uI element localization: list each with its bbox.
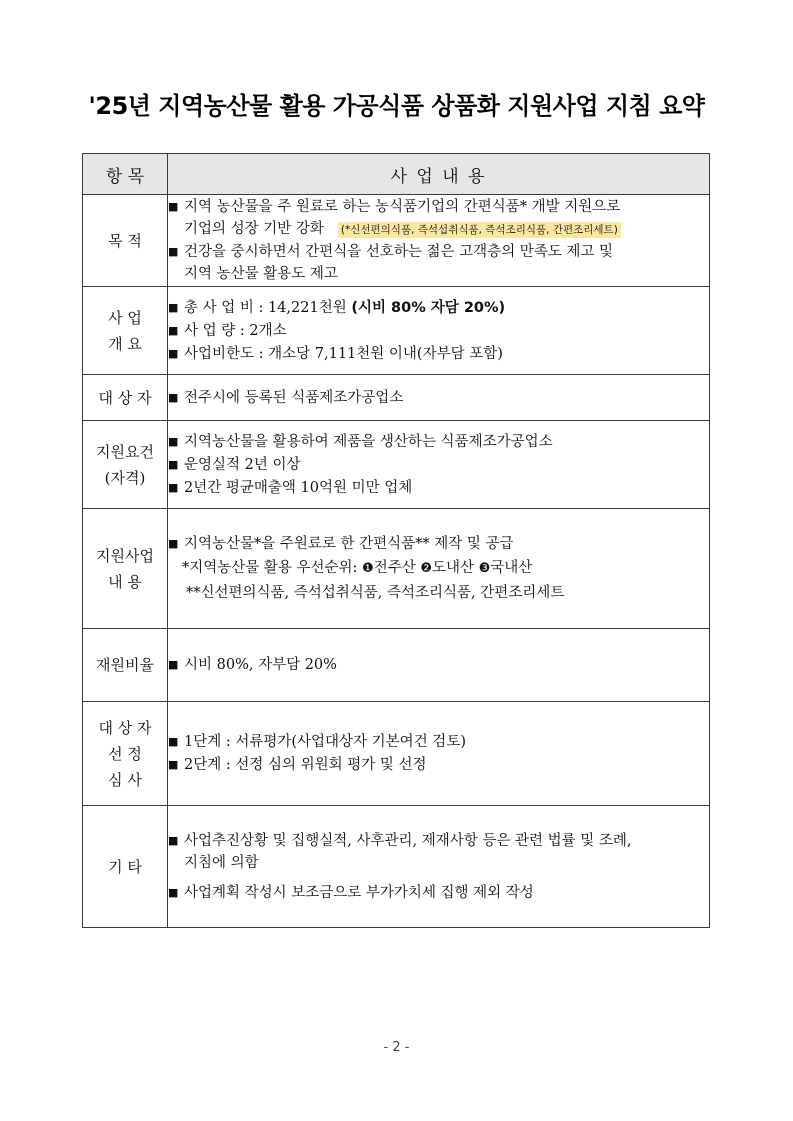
bullet-icon: ■: [168, 885, 179, 899]
row-purpose: 목 적 ■ 지역 농산물을 주 원료로 하는 농식품기업의 간편식품* 개발 지원으로 기업의 성장 기반 강화 (*신선편의식품, 즉석섭취식품, 즉석조리식품, 간편조리세트) ■ 건강을 중시하면서 간편식을 선호하는 젊은 고객층의 만족도 제고 및 지역 농산물 활용도 제고: [83, 195, 710, 287]
bullet-icon: ■: [168, 833, 179, 847]
circled-2-icon: ❷: [420, 560, 432, 576]
bullet-icon: ■: [168, 480, 179, 494]
bullet-icon: ■: [168, 300, 179, 314]
bullet-icon: ■: [168, 200, 179, 213]
bullet-icon: ■: [168, 323, 179, 337]
bullet-icon: ■: [168, 390, 179, 404]
row-overview: 사 업 개 요 ■ 총 사 업 비 : 14,221천원 (시비 80% 자담 20%) ■ 사 업 량 : 2개소 ■ 사업비한도 : 개소당 7,111천원 이내(자부담 포함): [83, 287, 710, 375]
row-requirements: 지원요건 (자격) ■ 지역농산물을 활용하여 제품을 생산하는 식품제조가공업소 ■ 운영실적 2년 이상 ■ 2년간 평균매출액 10억원 미만 업체: [83, 421, 710, 509]
label-selection: 대 상 자 선 정 심 사: [83, 702, 168, 806]
circled-1-icon: ❶: [362, 560, 374, 576]
row-target: 대 상 자 ■ 전주시에 등록된 식품제조가공업소: [83, 375, 710, 421]
bullet-icon: ■: [168, 346, 179, 360]
bullet-icon: ■: [168, 434, 179, 448]
row-selection: 대 상 자 선 정 심 사 ■ 1단계 : 서류평가(사업대상자 기본여건 검토) ■ 2단계 : 선정 심의 위원회 평가 및 선정: [83, 702, 710, 806]
bullet-icon: ■: [168, 735, 179, 748]
label-support: 지원사업 내 용: [83, 509, 168, 629]
priority-line: *지역농산물 활용 우선순위: ❶전주산 ❷도내산 ❸국내산: [182, 559, 533, 576]
highlight-note: (*신선편의식품, 즉석섭취식품, 즉석조리식품, 간편조리세트): [338, 222, 621, 238]
bullet-icon: ■: [168, 658, 179, 671]
bullet-icon: ■: [168, 457, 179, 471]
header-content: 사 업 내 용: [168, 154, 710, 195]
row-support: 지원사업 내 용 ■ 지역농산물*을 주원료로 한 간편식품** 제작 및 공급 *지역농산물 활용 우선순위: ❶전주산 ❷도내산 ❸국내산 **신선편의식품, 즉석섭취식품, 즉석조리식품, 간편조리세트: [83, 509, 710, 629]
label-etc: 기 타: [83, 806, 168, 928]
bullet-icon: ■: [168, 536, 179, 550]
label-funding: 재원비율: [83, 629, 168, 702]
table-header-row: [83, 154, 710, 195]
label-purpose: 목 적: [83, 195, 168, 287]
row-etc: 기 타 ■ 사업추진상황 및 집행실적, 사후관리, 제재사항 등은 관련 법률 및 조례, 지침에 의함 ■ 사업계획 작성시 보조금으로 부가가치세 집행 제외 작성: [83, 806, 710, 928]
label-requirements: 지원요건 (자격): [83, 421, 168, 509]
circled-3-icon: ❸: [478, 560, 491, 576]
document-title: '25년 지역농산물 활용 가공식품 상품화 지원사업 지침 요약: [88, 92, 705, 120]
budget-ratio: (시비 80% 자담 20%): [351, 299, 506, 316]
row-funding: 재원비율 ■ 시비 80%, 자부담 20%: [83, 629, 710, 702]
page-number: - 2 -: [383, 1040, 410, 1055]
label-overview: 사 업 개 요: [83, 287, 168, 375]
bullet-icon: ■: [168, 758, 179, 771]
bullet-icon: ■: [168, 245, 179, 258]
header-item: 항 목: [83, 154, 168, 195]
summary-table: [82, 153, 710, 928]
label-target: 대 상 자: [83, 375, 168, 421]
